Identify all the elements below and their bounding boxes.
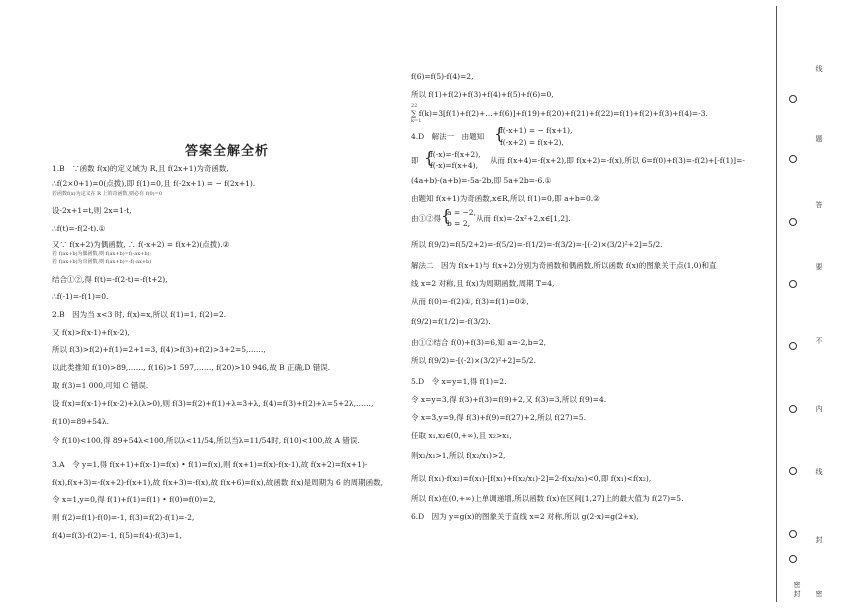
left-text-line: 设 f(x)=f(x-1)+f(x-2)+λ(λ>0),则 f(3)=f(2)+f(1)+λ=3+λ, f(4)=f(3)+f(2)+λ=5+2λ,……, [52,399,374,408]
system-brace: { [424,148,435,167]
right-text-line: 22 [411,103,418,109]
system-brace: { [494,124,505,143]
right-text-line: 即 [411,156,419,165]
left-text-line: 设-2x+1=t,则 2x=1-t, [52,206,132,215]
left-text-line: 取 f(3)=1 000,可知 C 错误. [52,381,149,390]
right-text-line: 从而 f(0)=-f(2)①, f(3)=f(1)=0②, [411,297,529,306]
binding-hole-circle [789,555,797,563]
right-text-line: 由①②得 [411,214,441,223]
right-text-line: 由①②结合 f(0)+f(3)=6,知 a=-2,b=2, [411,338,546,347]
left-text-line: 令 x=1,y=0,得 f(1)+f(1)=f(1) • f(0)⇒f(0)=2, [52,495,216,504]
margin-label: 内 [815,405,823,413]
binding-hole-circle [789,467,797,475]
right-text-line: k=1 [411,118,422,124]
binding-line [776,6,777,602]
right-text-line: 5.D 令 x=y=1,得 f(1)=2. [411,377,507,386]
binding-hole-circle [789,342,797,350]
right-text-line: 所以 f(x)在(0,+∞)上单调递增,所以函数 f(x)在区间[1,27]上的最大值为 f(27)=5. [411,494,684,503]
binding-hole-circle [789,155,797,163]
left-text-line: 若函数f(x)为定义在 R 上的奇函数,则必有 f(0)=0 [52,191,162,197]
right-text-line: 从而 f(x)=-2x²+2,x∈[1,2]. [476,214,571,223]
right-text-line: b = 2, [447,219,471,228]
margin-label: 答 [815,201,823,209]
system-brace: { [441,206,452,225]
right-text-line: 任取 x₁,x₂∈(0,+∞),且 x₂>x₁, [411,431,512,440]
margin-label: 封 [815,536,823,544]
margin-label: 线 [815,65,823,73]
right-text-line: 令 x=3,y=9,得 f(3)+f(9)=f(27)+2,所以 f(27)=5. [411,413,587,422]
margin-label: 题 [815,135,823,143]
right-text-line: f(6)=f(5)-f(4)=2, [411,72,474,81]
right-text-line: f(-x+2) = f(x+2), [500,138,564,147]
left-text-line: ∴f(-1)=-f(1)=0. [52,292,109,301]
binding-hole-circle [789,405,797,413]
right-text-line: 从而 f(x+4)=-f(x+2),即 f(x+2)=-f(x),所以 6=f(0)+f(3)=-f(2)+[-f(1)]=- [490,156,745,165]
right-text-line: 所以 f(1)+f(2)+f(3)+f(4)+f(5)+f(6)=0, [411,90,554,99]
left-text-line: ∴f(t)=-f(2-t).① [52,224,106,233]
margin-label: 要 [815,263,823,271]
left-text-line: 若 f(ax+b)为偶函数,则 f(ax+b)=f(-ax+b); [52,251,152,257]
right-text-line: 令 x=y=3,得 f(3)+f(3)=f(9)+2,又 f(3)=3,所以 f(9)=4. [411,395,607,404]
left-text-line: f(4)=f(3)-f(2)=-1, f(5)=f(4)-f(3)=1, [52,531,182,540]
right-text-line: 所以 f(x₁)-f(x₂)=f(x₁)-[f(x₁)+f(x₂/x₁)-2]=2-f(x₂/x₁)<0,即 f(x₁)<f(x₂), [411,474,652,483]
right-text-line: f(9/2)=f(1/2)=-f(3/2). [411,317,491,326]
margin-label: 密 [793,581,801,589]
page-title: 答案全解全析 [185,144,270,159]
right-text-line: 由题知 f(x+1)为奇函数,x∈R,所以 f(1)=0,即 a+b=0.② [411,194,600,203]
right-text-line: f(-x)=f(x+4), [430,161,478,170]
margin-label: 封 [793,590,801,598]
left-text-line: 所以 f(3)>f(2)+f(1)=2+1=3, f(4)>f(3)+f(2)>3+2=5,……, [52,345,266,354]
left-text-line: 1.B ∵函数 f(x)的定义域为 R,且 f(2x+1)为奇函数, [52,164,229,173]
right-text-line: (4a+b)-(a+b)=-5a-2b,即 5a+2b=-6.① [411,176,552,185]
left-text-line: 令 f(10)<100,得 89+54λ<100,所以λ<11/54,所以当λ=11/54时, f(10)<100,故 A 错误. [52,436,360,445]
right-text-line: 所以 f(9/2)=-[(-2)×(3/2)²+2]=5/2. [411,356,536,365]
left-text-line: 又∵ f(x+2)为偶函数, ∴ f(-x+2) = f(x+2)(点拨).② [52,240,230,249]
left-text-line: 3.A 令 y=1,得 f(x+1)+f(x-1)=f(x) • f(1)=f(x),则 f(x+1)=f(x)-f(x-1),故 f(x+2)=f(x+1)- [52,460,368,469]
right-text-line: a = −2, [447,208,476,217]
binding-hole-circle [789,218,797,226]
left-text-line: 2.B 因为当 x<3 时, f(x)=x,所以 f(1)=1, f(2)=2. [52,310,227,319]
left-text-line: 若 f(ax+b)为奇函数,则 f(ax+b)=-f(-ax+b) [52,259,152,265]
right-text-line: 所以 f(9/2)=f(5/2+2)=-f(5/2)=-f(1/2)=-f(3/2)=-[(-2)×(3/2)²+2]=5/2. [411,240,663,249]
left-text-line: 则 f(2)=f(1)-f(0)=-1, f(3)=f(2)-f(1)=-2, [52,513,195,522]
right-text-line: 4.D 解法一 由题知 [411,132,485,141]
right-text-line: ∑ f(k)=3[f(1)+f(2)+…+f(6)]+f(19)+f(20)+f(21)+f(22)=f(1)+f(2)+f(3)+f(4)=-3. [411,109,708,118]
right-text-line: f(-x)=-f(x+2), [430,150,481,159]
right-text-line: f(-x+1) = − f(x+1), [500,126,573,135]
right-text-line: 6.D 因为 y=g(x)的图象关于直线 x=2 对称,所以 g(2-x)=g(2+x), [411,512,639,521]
right-text-line: 解法二 因为 f(x+1)与 f(x+2)分别为奇函数和偶函数,所以函数 f(x)的图象关于点(1,0)和直 [411,261,717,270]
right-text-line: 线 x=2 对称,且 f(x)为周期函数,周期 T=4, [411,279,555,288]
left-text-line: 又 f(x)>f(x-1)+f(x-2), [52,328,130,337]
left-text-line: f(10)=89+54λ. [52,417,109,426]
left-text-line: 结合①②,得 f(t)=-f(2-t)=-f(t+2), [52,275,168,284]
margin-label: 不 [815,337,823,345]
margin-label: 线 [815,468,823,476]
left-text-line: ∴f(2×0+1)=0(点拨),即 f(1)=0,且 f(-2x+1) = − f(2x+1). [52,179,256,188]
right-text-line: 则x₂/x₁>1,所以 f(x₂/x₁)>2, [411,451,506,460]
margin-label: 密 [815,590,823,598]
binding-hole-circle [789,280,797,288]
binding-hole-circle [789,530,797,538]
left-text-line: 以此类推知 f(10)>89,……, f(16)>1 597,……, f(20)>10 946,故 B 正确,D 错误. [52,363,331,372]
left-text-line: f(x),f(x+3)=-f(x+2)-f(x+1),故 f(x+3)=-f(x),故 f(x+6)=f(x),故函数 f(x)是周期为 6 的周期函数, [52,478,384,487]
binding-hole-circle [789,95,797,103]
